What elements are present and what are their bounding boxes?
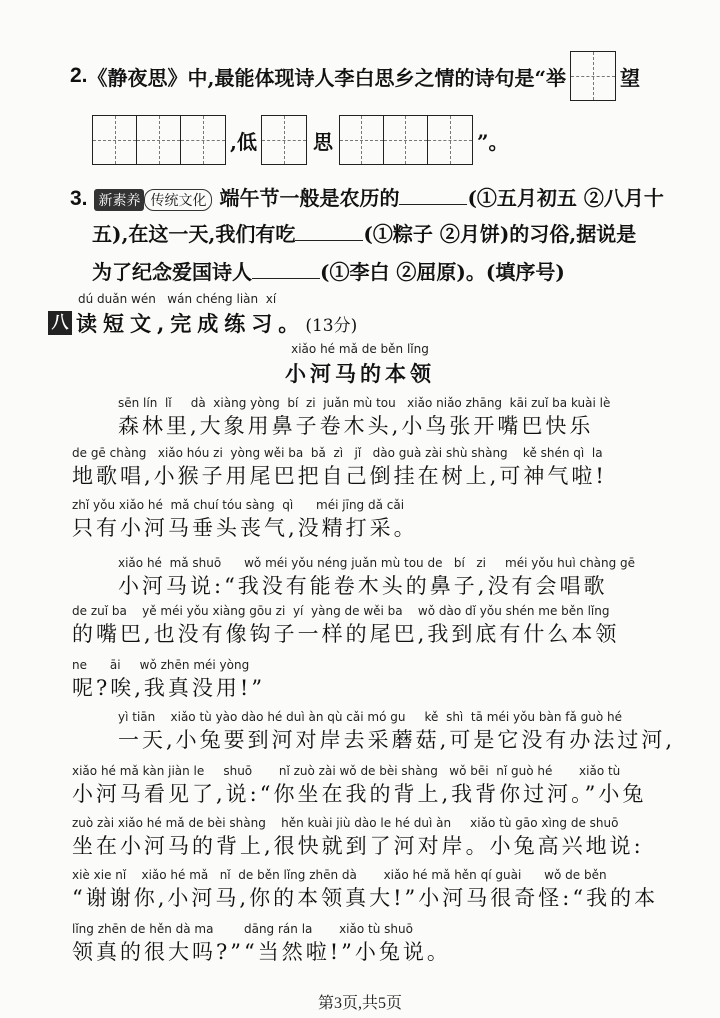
line-pinyin: yì tiān xiǎo tù yào dào hé duì àn qù cǎi mó gu kě shì tā méi yǒu bàn fǎ guò hé	[118, 710, 622, 724]
line-text: 地歌唱,小猴子用尾巴把自己倒挂在树上,可神气啦!	[72, 464, 607, 488]
story-line	[72, 764, 646, 808]
q2-sep-2: 思	[312, 129, 333, 154]
line-pinyin: xiǎo hé mǎ shuō wǒ méi yǒu néng juǎn mù tou de bí zi méi yǒu huì chàng gē	[118, 556, 636, 570]
line-pinyin: de zuǐ ba yě méi yǒu xiàng gōu zi yí yàng de wěi ba wǒ dào dǐ yǒu shén me běn lǐng	[72, 604, 610, 618]
q3-text-1a: 端午节一般是农历的	[219, 186, 400, 210]
line-pinyin: sēn lín lǐ dà xiàng yòng bí zi juǎn mù tou xiǎo niǎo zhāng kāi zuǐ ba kuài lè	[118, 396, 611, 410]
page-number: 第3页,共5页	[317, 995, 402, 1012]
line-pinyin: ne āi wǒ zhēn méi yòng	[72, 658, 250, 672]
story-line	[72, 922, 451, 966]
line-text: “谢谢你,小河马,你的本领真大!”小河马很奇怪:“我的本	[72, 886, 659, 910]
q3-line3	[92, 256, 565, 285]
line-pinyin: xiǎo hé mǎ kàn jiàn le shuō nǐ zuò zài wǒ de bèi shàng wǒ bēi nǐ guò hé xiǎo tù	[72, 764, 621, 778]
q3-text-2b: (①粽子 ②月饼)的习俗,据说是	[363, 222, 637, 246]
section8-title: 读短文,完成练习。	[76, 311, 306, 336]
story-line	[72, 868, 658, 912]
section8-score: (13分)	[305, 315, 358, 336]
line-pinyin: zhǐ yǒu xiǎo hé mǎ chuí tóu sàng qì méi jīng dǎ cǎi	[72, 498, 405, 512]
tag-traditional-culture: 传统文化	[144, 189, 212, 211]
story-line	[72, 816, 644, 860]
line-text: 领真的很大吗?”“当然啦!”小兔说。	[72, 940, 451, 964]
line-text: 小河马说:“我没有能卷木头的鼻子,没有会唱歌	[118, 574, 608, 598]
line-text: 小河马看见了,说:“你坐在我的背上,我背你过河。”小兔	[72, 782, 647, 806]
q2-text-1: 《静夜思》中,最能体现诗人李白思乡之情的诗句是“举	[87, 65, 566, 90]
section8-heading	[48, 308, 357, 338]
q2-end: ”。	[476, 129, 509, 154]
q3-text-3a: 为了纪念爱国诗人	[92, 260, 252, 284]
line-text: 坐在小河马的背上,很快就到了河对岸。小兔高兴地说:	[72, 834, 644, 858]
q3-line2	[92, 218, 636, 247]
q2-line1	[70, 50, 640, 102]
q2-number: 2.	[70, 64, 88, 87]
story-line	[72, 446, 607, 490]
line-pinyin: lǐng zhēn de hěn dà ma dāng rán la xiǎo tù shuō	[72, 922, 413, 936]
line-pinyin: de gē chàng xiǎo hóu zi yòng wěi ba bǎ zì jǐ dào guà zài shù shàng kě shén qì la	[72, 446, 603, 460]
answer-blank-2[interactable]	[295, 220, 363, 241]
section8-pinyin: dú duǎn wén wán chéng liàn xí	[78, 292, 277, 306]
line-text: 呢?唉,我真没用!”	[72, 676, 266, 700]
line-text: 森林里,大象用鼻子卷木头,小鸟张开嘴巴快乐	[118, 414, 594, 438]
story-line	[72, 658, 265, 702]
q3-text-2a: 五),在这一天,我们有吃	[92, 222, 296, 246]
story-line	[118, 710, 675, 754]
q3-text-3b: (①李白 ②屈原)。(填序号)	[320, 260, 565, 284]
answer-grid-4[interactable]	[339, 115, 473, 165]
answer-blank-3[interactable]	[252, 258, 320, 279]
answer-blank-1[interactable]	[399, 184, 467, 205]
section-number-badge: 八	[48, 311, 72, 335]
q3-text-1b: (①五月初五 ②八月十	[467, 186, 664, 210]
story-line	[118, 556, 635, 600]
q2-sep-1: ,低	[230, 129, 257, 154]
story-line	[72, 604, 619, 648]
story-line	[72, 498, 418, 542]
q2-line2	[92, 114, 508, 166]
line-text: 一天,小兔要到河对岸去采蘑菇,可是它没有办法过河,	[118, 728, 676, 752]
q3-line1	[70, 182, 664, 211]
answer-grid-3[interactable]	[261, 115, 307, 165]
q2-text-2: 望	[619, 65, 640, 90]
story-title-pinyin: xiǎo hé mǎ de běn lǐng	[291, 342, 429, 356]
line-pinyin: zuò zài xiǎo hé mǎ de bèi shàng hěn kuài jiù dào le hé duì àn xiǎo tù gāo xìng de shuō	[72, 816, 619, 830]
story-line	[118, 396, 610, 440]
line-text: 只有小河马垂头丧气,没精打采。	[72, 516, 418, 540]
tag-new-literacy: 新素养	[94, 189, 144, 211]
q3-number: 3.	[70, 187, 88, 210]
answer-grid-2[interactable]	[92, 115, 226, 165]
line-pinyin: xiè xie nǐ xiǎo hé mǎ nǐ de běn lǐng zhēn dà xiǎo hé mǎ hěn qí guài wǒ de běn	[72, 868, 607, 882]
answer-grid-1[interactable]	[570, 51, 616, 101]
line-text: 的嘴巴,也没有像钩子一样的尾巴,我到底有什么本领	[72, 622, 620, 646]
story-title: 小河马的本领	[285, 361, 435, 386]
